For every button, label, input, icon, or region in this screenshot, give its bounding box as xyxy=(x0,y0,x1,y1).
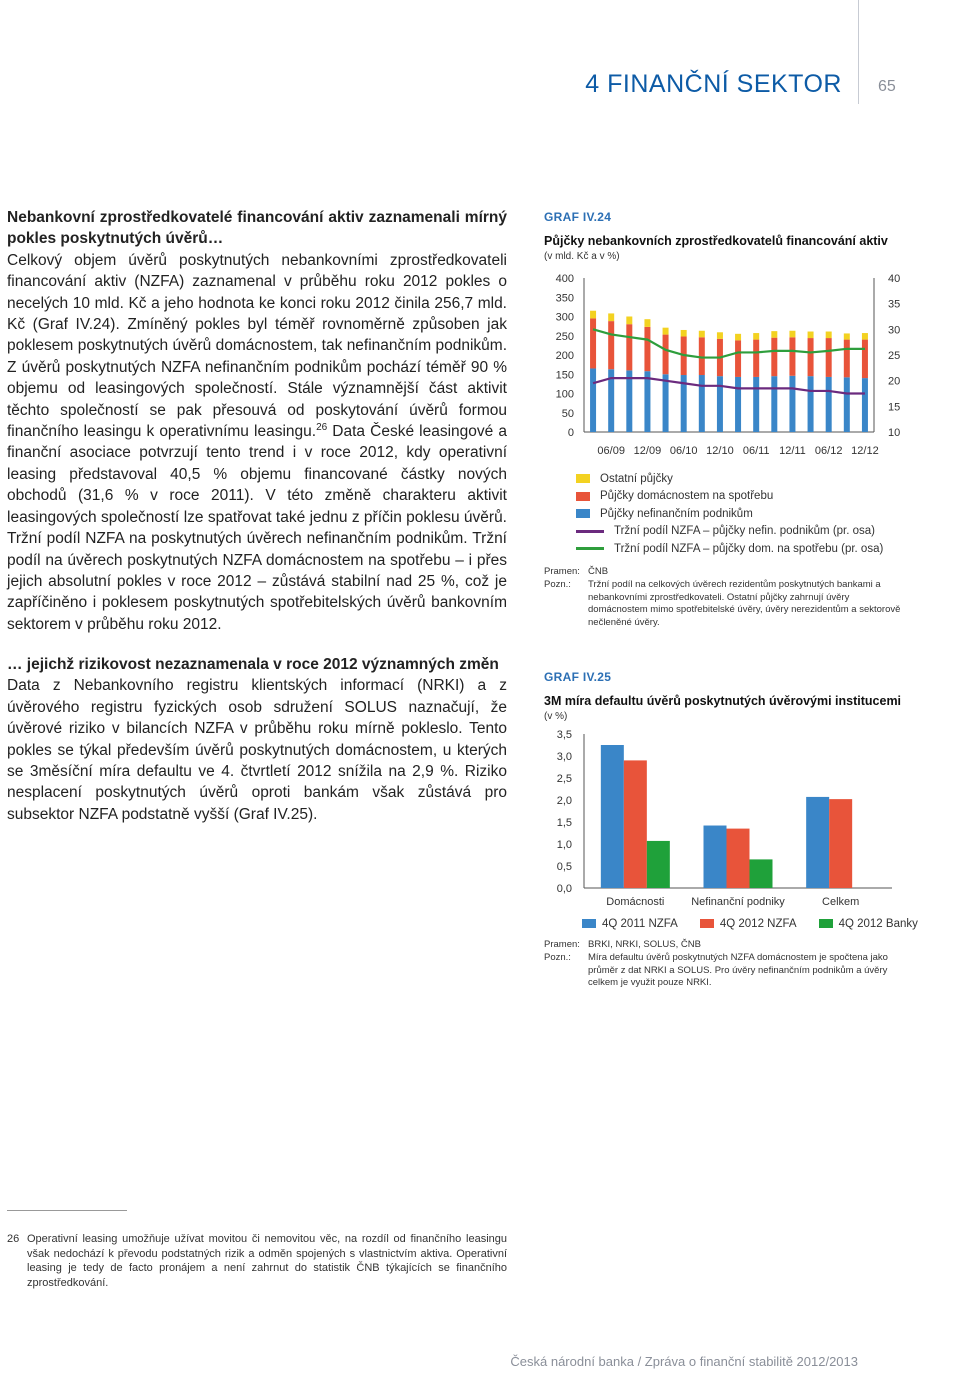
bar xyxy=(647,841,670,888)
x-tick-label: 12/09 xyxy=(633,445,662,457)
bar-segment xyxy=(808,332,814,339)
y-tick-label: 350 xyxy=(555,292,574,305)
bar-segment xyxy=(699,375,705,432)
y-tick-label: 0 xyxy=(567,427,574,439)
bar xyxy=(829,799,852,888)
section-2-lead: … jejichž rizikovost nezaznamenala v roce 2012 významných změn xyxy=(7,656,499,673)
x-category-label: Nefinanční podniky xyxy=(691,896,785,908)
bar-segment xyxy=(699,337,705,375)
y-tick-label: 100 xyxy=(555,388,574,401)
legend-line-purple xyxy=(576,530,604,533)
x-tick-label: 12/10 xyxy=(706,445,734,457)
bar-segment xyxy=(608,321,614,369)
y-tick-label: 250 xyxy=(555,330,574,343)
y2-tick-label: 15 xyxy=(888,401,901,414)
legend-item-2011: 4Q 2011 NZFA xyxy=(582,915,678,933)
bar xyxy=(624,760,647,888)
bar-segment xyxy=(826,338,832,377)
bar-segment xyxy=(590,311,596,319)
section-1-body-b: Data České leasingové a finanční asociace potvrzují tento trend i v roce 2012, kdy operativní leasing představoval 40,5 % objemu financované částky nových obchodů (31,6 % v roce 2011). V této změně charakteru aktivit leasingových společností lze spatřovat také jednu z příčin poklesu úvěrů. Tržní podíl NZFA na poskytnutých úvěrech nefinančním podnikům. Tržní podíl na úvěrech poskytnutých NZFA domácnostem na spotřebu – i přes jejich absolutní pokles v roce 2012 – zůstává stabilní nad 25 %, což je zapříčiněno i poklesem poskytnutých spotřebitelských úvěrů bankovním sektorem v průběhu roku 2012. xyxy=(7,423,507,633)
bar-segment xyxy=(626,317,632,325)
footnote-text: Operativní leasing umožňuje užívat movitou či nemovitou věc, na rozdíl od finančního leasingu však nedochází k převodu podstatných rizik a odměn spojených s vlastnictvím aktiva. Operativní leasing je tedy de facto pronájem a není zahrnut do statistik ČNB týkajících se finančního zprostředkování. xyxy=(27,1233,507,1289)
graf-24-title: Půjčky nebankovních zprostředkovatelů financování aktiv xyxy=(544,234,888,248)
graf-24-note: Pozn.: Tržní podíl na celkových úvěrech rezidentům poskytnutých bankami a nebankovními zprostředkovateli. Ostatní půjčky zahrnují úvěry domácnostem mimo spotřebitelské úvěry, úvěry nerezidentům a sektorově nečleněné úvěry. xyxy=(544,579,901,628)
bar xyxy=(704,826,727,888)
bar-segment xyxy=(753,377,759,432)
bar xyxy=(727,829,750,888)
bar-segment xyxy=(626,370,632,432)
footnote-number: 26 xyxy=(7,1233,20,1245)
bar-segment xyxy=(608,313,614,321)
graf-24-chart xyxy=(540,266,920,462)
bar-segment xyxy=(789,376,795,432)
x-tick-label: 06/09 xyxy=(597,445,625,457)
bar-segment xyxy=(644,327,650,371)
series-line xyxy=(593,329,865,357)
bar-segment xyxy=(789,337,795,376)
graf-25-unit: (v %) xyxy=(544,711,568,722)
bar-segment xyxy=(862,378,868,432)
legend-item-households: Půjčky domácnostem na spotřebu xyxy=(576,488,883,506)
series-line xyxy=(593,378,865,393)
bar-segment xyxy=(826,377,832,432)
bar-segment xyxy=(735,334,741,341)
section-1-body-a: Celkový objem úvěrů poskytnutých nebankovními zprostředkovateli financování aktiv (NZFA) zaznamenal v průběhu roku 2012 pokles o necelých 10 mld. Kč a jeho hodnota ke konci roku 2012 činila 256,7 mld. Kč (Graf IV.24). Zmíněný pokles byl téměř rovnoměrně způsoben jak poklesem poskytnutých úvěrů domácnostem, tak nefinančním podnikům. Z úvěrů poskytnutých NZFA nefinančním podnikům pochází téměř 90 % objemu od leasingových společností. Stále významnější část aktivit těchto společností se pak přesouvá od poskytování úvěrů formou finančního leasingu k operativnímu leasingu. xyxy=(7,251,507,441)
y-tick-label: 300 xyxy=(555,311,574,324)
bar-segment xyxy=(771,376,777,432)
legend-item-share-hh: Tržní podíl NZFA – půjčky dom. na spotřebu (pr. osa) xyxy=(576,540,883,558)
y2-tick-label: 40 xyxy=(888,273,901,285)
y-tick-label: 3,5 xyxy=(556,729,572,741)
bar-segment xyxy=(844,333,850,339)
graf-24-unit: (v mld. Kč a v %) xyxy=(544,251,620,262)
x-tick-label: 06/11 xyxy=(742,445,770,457)
legend-line-green xyxy=(576,547,604,550)
graf-25-chart xyxy=(540,724,910,914)
bar-segment xyxy=(717,332,723,339)
bar-segment xyxy=(626,324,632,370)
bar-segment xyxy=(663,328,669,335)
bar-segment xyxy=(681,330,687,337)
section-2 xyxy=(7,654,507,825)
footnote xyxy=(7,1232,507,1290)
bar-segment xyxy=(735,340,741,377)
y-tick-label: 200 xyxy=(555,350,574,362)
chapter-title: 4 FINANČNÍ SEKTOR xyxy=(585,70,842,98)
y-tick-label: 3,0 xyxy=(556,751,572,763)
bar-segment xyxy=(644,371,650,432)
bar-segment xyxy=(590,368,596,432)
bar-segment xyxy=(663,335,669,375)
bar-segment xyxy=(844,340,850,378)
section-1 xyxy=(7,207,507,635)
bar-segment xyxy=(699,331,705,338)
bar xyxy=(806,797,829,888)
graf-24-number: GRAF IV.24 xyxy=(544,210,612,224)
x-tick-label: 06/10 xyxy=(669,445,698,457)
bar-segment xyxy=(771,331,777,338)
bar-segment xyxy=(808,376,814,432)
legend-swatch-red xyxy=(700,919,714,928)
legend-item-share-corp: Tržní podíl NZFA – půjčky nefin. podnikům (pr. osa) xyxy=(576,523,883,541)
y2-tick-label: 25 xyxy=(888,350,901,362)
footnote-divider xyxy=(7,1210,127,1211)
x-category-label: Celkem xyxy=(822,896,860,908)
legend-swatch-yellow xyxy=(576,474,590,483)
y2-tick-label: 10 xyxy=(888,427,901,439)
bar-segment xyxy=(735,377,741,432)
graf-25-note: Pozn.: Míra defaultu úvěrů poskytnutých NZFA domácnostem je spočtena jako průměr z dat NRKI a SOLUS. Pro úvěry nefinančním podnikům a úvěry celkem je využit pouze NRKI. xyxy=(544,952,888,988)
y-tick-label: 150 xyxy=(555,369,574,382)
bar-segment xyxy=(663,374,669,432)
y-tick-label: 50 xyxy=(561,407,574,420)
section-2-body: Data z Nebankovního registru klientských informací (NRKI) a z úvěrového registru fyzických osob sdružení SOLUS naznačují, že úvěrové riziko v bilancích NZFA v průběhu roku mírně pokleslo. Tento pokles se týkal především úvěrů poskytnutých domácnostem, u kterých se 3měsíční míra defaultu ve 4. čtvrtletí 2012 snížila na 2,9 %. Riziko nesplacení poskytnutých úvěrů oproti bankám však zůstává pro subsektor NZFA podstatně vyšší (Graf IV.25). xyxy=(7,677,507,823)
x-tick-label: 12/12 xyxy=(851,445,879,457)
x-tick-label: 06/12 xyxy=(814,445,843,457)
x-tick-label: 12/11 xyxy=(779,445,806,457)
legend-swatch-red xyxy=(576,492,590,501)
bar xyxy=(750,859,773,888)
header-divider xyxy=(858,0,859,104)
y2-tick-label: 30 xyxy=(888,324,901,337)
page-footer: Česká národní banka / Zpráva o finanční stabilitě 2012/2013 xyxy=(510,1354,858,1369)
graf-25-source: Pramen: BRKI, NRKI, SOLUS, ČNB xyxy=(544,939,701,950)
bar-segment xyxy=(753,340,759,377)
graf-24-source: Pramen: ČNB xyxy=(544,566,609,577)
graf-25-number: GRAF IV.25 xyxy=(544,670,612,684)
bar-segment xyxy=(808,338,814,376)
y-tick-label: 0,0 xyxy=(556,883,572,895)
graf-25-legend xyxy=(582,915,918,933)
bar-segment xyxy=(590,318,596,368)
x-category-label: Domácnosti xyxy=(606,896,665,908)
y2-tick-label: 20 xyxy=(888,375,901,388)
legend-swatch-blue xyxy=(576,509,590,518)
legend-item-banks: 4Q 2012 Banky xyxy=(819,915,918,933)
bar-segment xyxy=(644,319,650,327)
y-tick-label: 1,0 xyxy=(556,839,572,851)
page-number: 65 xyxy=(878,78,896,95)
y2-tick-label: 35 xyxy=(888,298,901,311)
section-1-lead: Nebankovní zprostředkovatelé financování aktiv zaznamenali mírný pokles poskytnutých úvěrů… xyxy=(7,209,507,248)
legend-item-other: Ostatní půjčky xyxy=(576,470,883,488)
y-tick-label: 1,5 xyxy=(556,817,572,829)
bar-segment xyxy=(717,376,723,432)
y-tick-label: 400 xyxy=(555,273,574,285)
bar-segment xyxy=(753,333,759,340)
bar-segment xyxy=(862,333,868,340)
graf-25-title: 3M míra defaultu úvěrů poskytnutých úvěrovými institucemi xyxy=(544,694,902,708)
y-tick-label: 2,0 xyxy=(556,795,572,807)
bar-segment xyxy=(789,331,795,338)
bar-segment xyxy=(826,332,832,339)
legend-swatch-blue xyxy=(582,919,596,928)
y-tick-label: 0,5 xyxy=(556,861,572,873)
bar-segment xyxy=(862,340,868,379)
y-tick-label: 2,5 xyxy=(556,773,572,785)
graf-24-legend xyxy=(576,470,883,558)
footnote-ref[interactable]: 26 xyxy=(316,421,328,433)
bar-segment xyxy=(844,377,850,432)
bar xyxy=(601,745,624,888)
legend-item-corporates: Půjčky nefinančním podnikům xyxy=(576,505,883,523)
bar-segment xyxy=(771,338,777,377)
legend-item-2012: 4Q 2012 NZFA xyxy=(700,915,797,933)
legend-swatch-green xyxy=(819,919,833,928)
